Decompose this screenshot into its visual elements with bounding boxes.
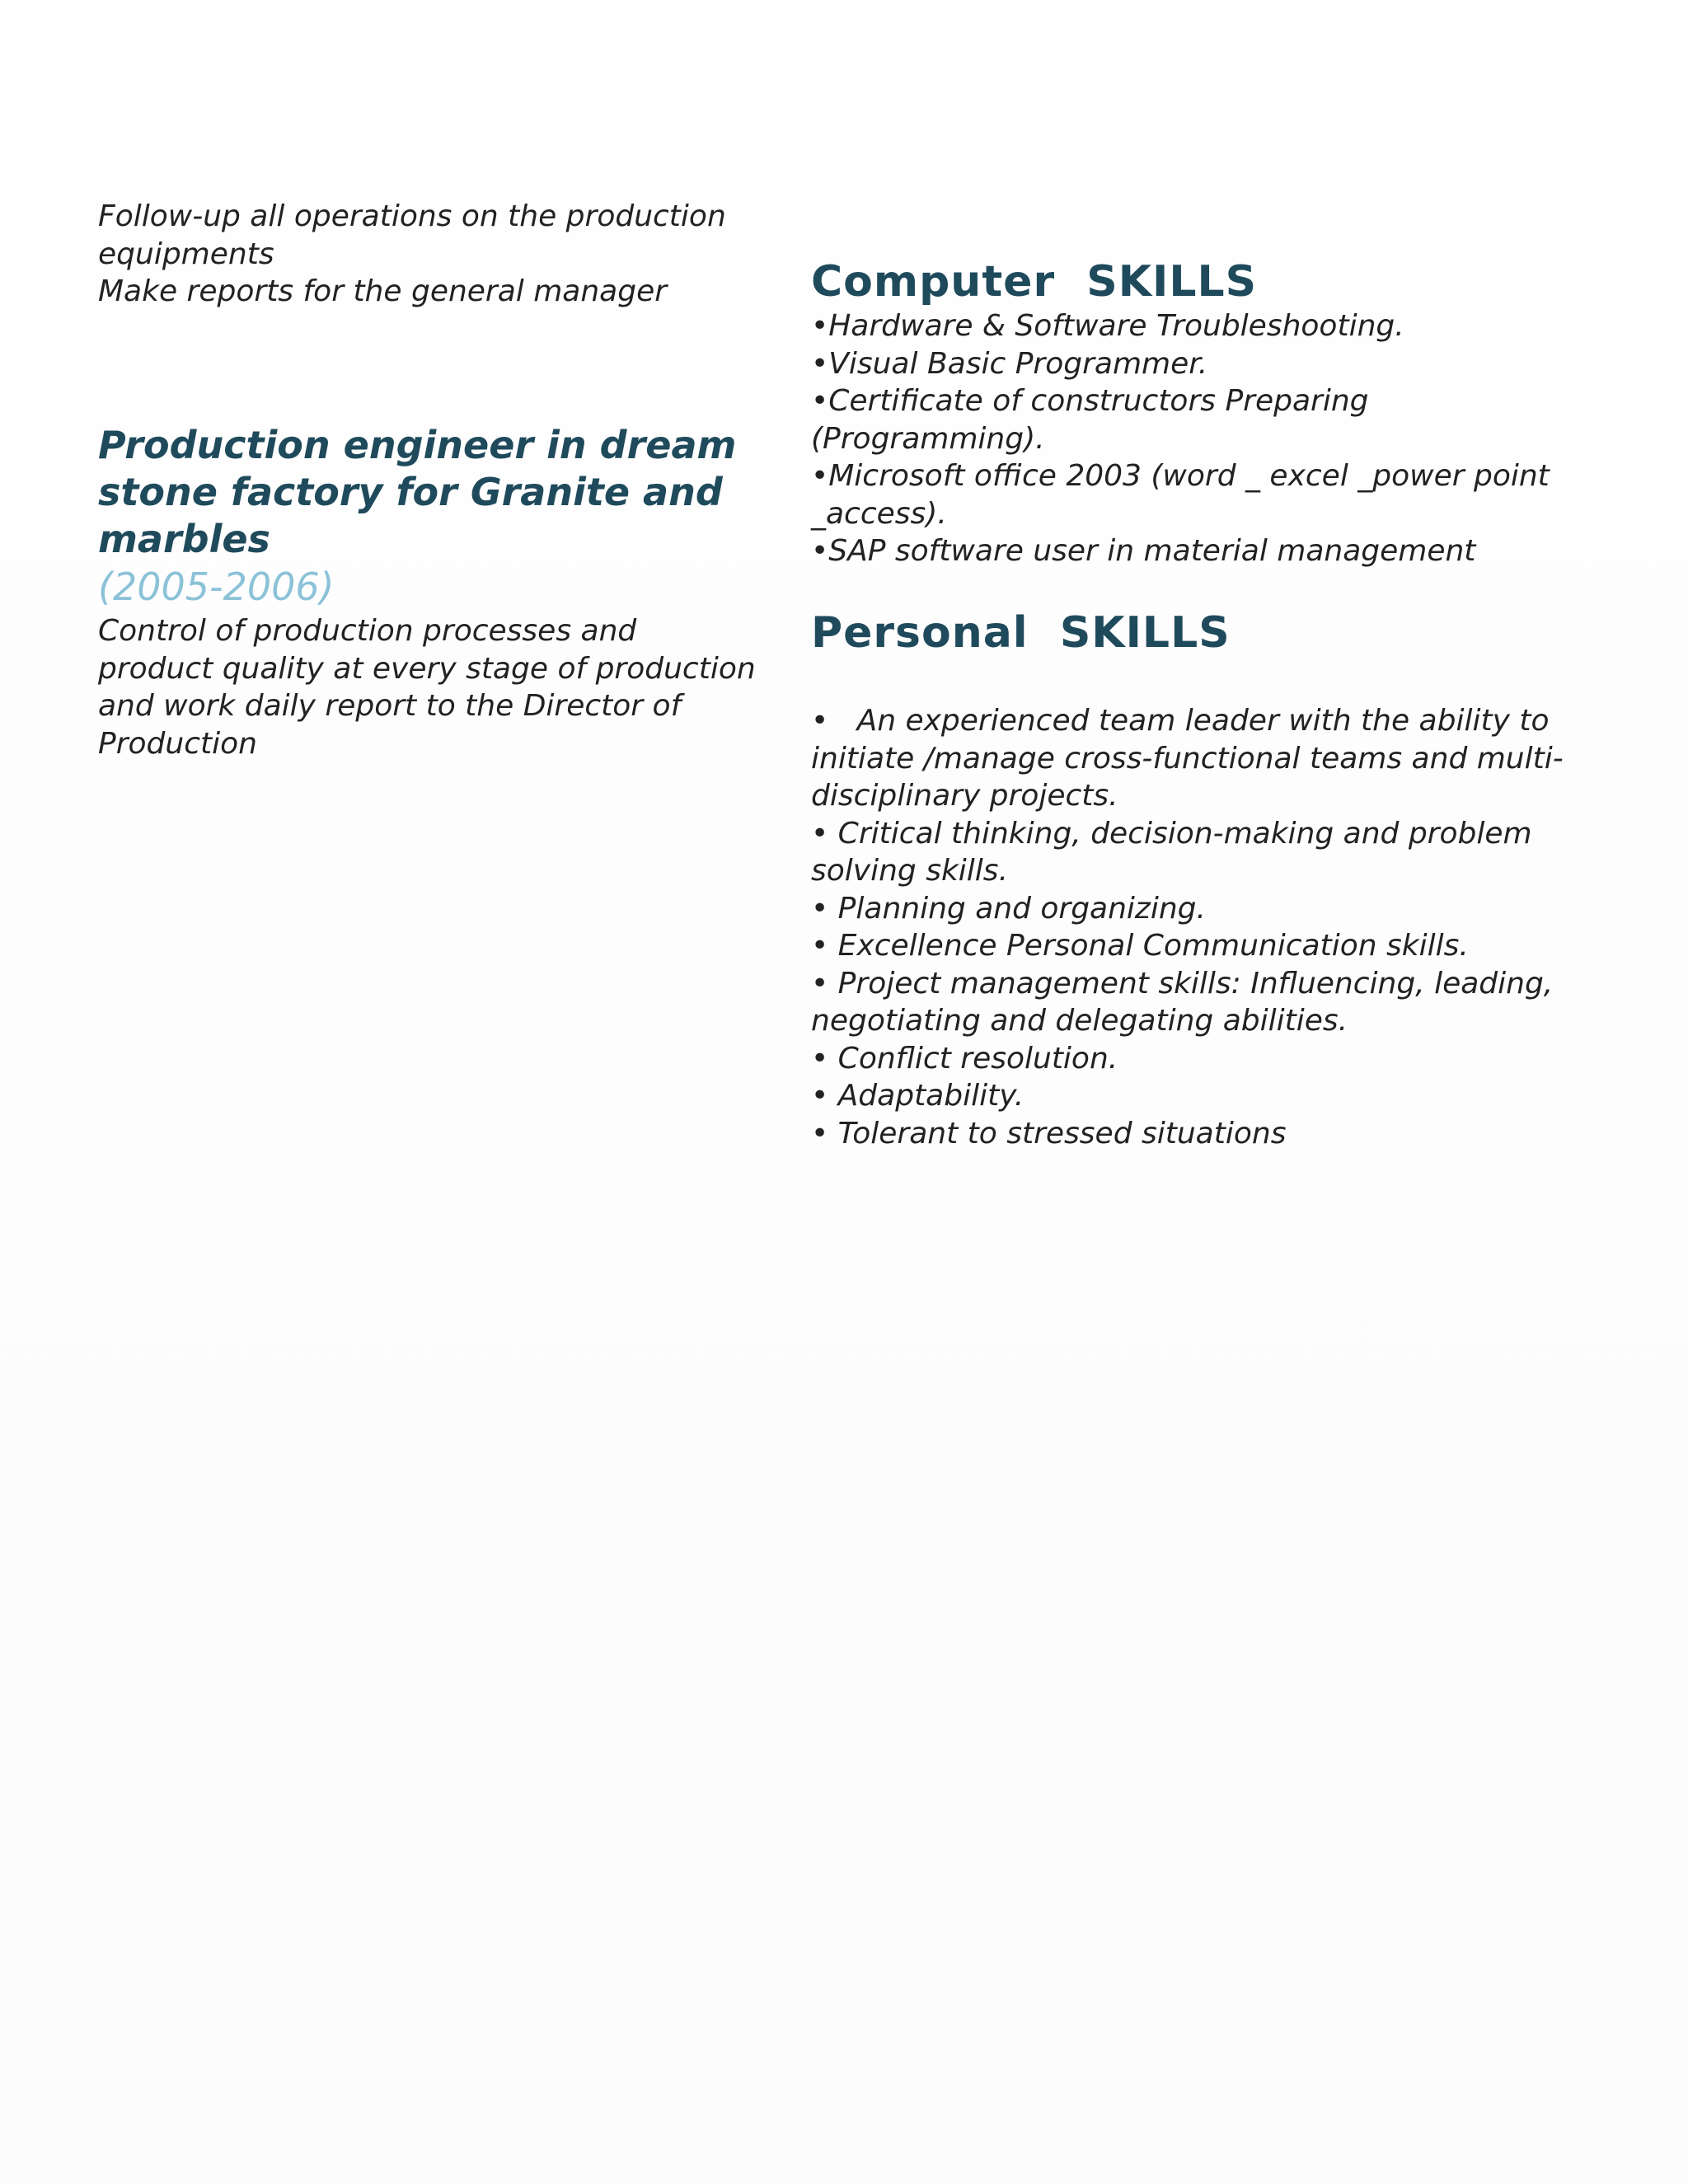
list-item: • Conflict resolution. bbox=[811, 1041, 1118, 1076]
job-description-line: Production bbox=[98, 726, 257, 761]
job-description-line: product quality at every stage of production bbox=[98, 651, 756, 686]
list-item: • An experienced team leader with the ability to bbox=[811, 704, 1550, 738]
list-item: •Visual Basic Programmer. bbox=[811, 346, 1208, 381]
list-item: initiate /manage cross-functional teams and multi- bbox=[811, 741, 1564, 776]
list-item: negotiating and delegating abilities. bbox=[811, 1004, 1348, 1038]
duty-line: Follow-up all operations on the production bbox=[98, 199, 726, 233]
list-item: •Certificate of constructors Preparing bbox=[811, 384, 1369, 418]
job-description-line: and work daily report to the Director of bbox=[98, 689, 682, 723]
personal-skills-list bbox=[811, 702, 1635, 1152]
previous-job-duties bbox=[98, 198, 774, 311]
duty-line: equipments bbox=[98, 237, 274, 271]
job-description bbox=[98, 612, 790, 762]
job-years: (2005-2006) bbox=[98, 565, 335, 609]
list-item: •SAP software user in material management bbox=[811, 534, 1476, 568]
list-item: • Project management skills: Influencing, leading, bbox=[811, 966, 1554, 1001]
list-item: (Programming). bbox=[811, 421, 1045, 456]
list-item: • Adaptability. bbox=[811, 1079, 1025, 1113]
duty-line: Make reports for the general manager bbox=[98, 274, 668, 308]
job-title bbox=[98, 422, 736, 563]
job-title-line: marbles bbox=[98, 517, 270, 561]
job-title-line: Production engineer in dream bbox=[98, 423, 737, 467]
list-item: • Excellence Personal Communication skills. bbox=[811, 929, 1469, 963]
list-item: solving skills. bbox=[811, 854, 1009, 888]
list-item: • Critical thinking, decision-making and problem bbox=[811, 816, 1532, 851]
list-item: •Microsoft office 2003 (word _ excel _power point bbox=[811, 459, 1550, 493]
list-item: • Planning and organizing. bbox=[811, 891, 1206, 926]
list-item: _access). bbox=[811, 496, 947, 531]
list-item: • Tolerant to stressed situations bbox=[811, 1116, 1287, 1151]
job-description-line: Control of production processes and bbox=[98, 614, 637, 648]
list-item: disciplinary projects. bbox=[811, 779, 1118, 813]
computer-skills-list bbox=[811, 307, 1635, 570]
personal-skills-heading: Personal SKILLS bbox=[811, 608, 1231, 658]
computer-skills-heading: Computer SKILLS bbox=[811, 257, 1258, 307]
list-item: •Hardware & Software Troubleshooting. bbox=[811, 309, 1404, 343]
job-title-line: stone factory for Granite and bbox=[98, 470, 723, 514]
